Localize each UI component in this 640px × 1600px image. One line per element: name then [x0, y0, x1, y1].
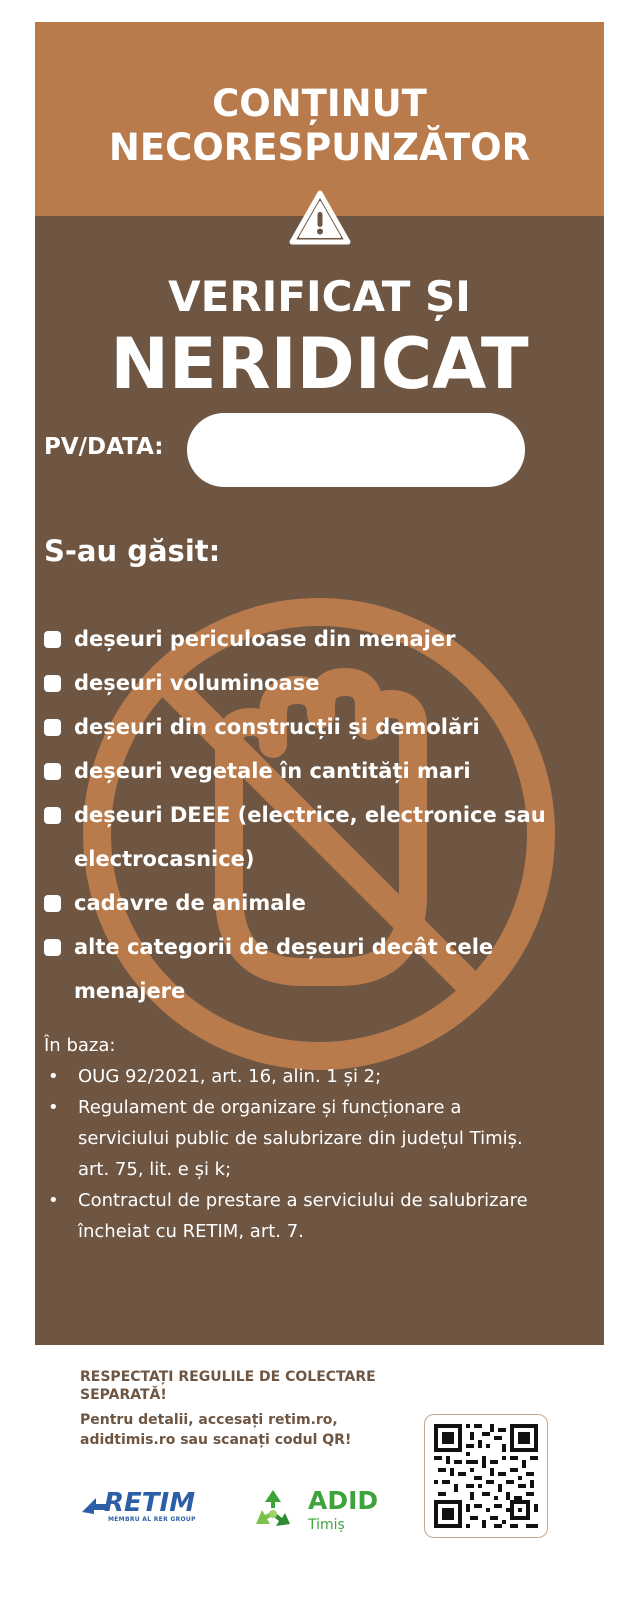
- header-band: [35, 22, 604, 216]
- found-items-list: [44, 617, 554, 1013]
- recycle-icon: [248, 1486, 298, 1536]
- title-line-2: NECORESPUNZĂTOR: [108, 126, 531, 169]
- checkbox[interactable]: [44, 807, 61, 824]
- checklist-item-label: deșeuri periculoase din menajer: [74, 627, 456, 651]
- checklist-item-label: deșeuri DEEE (electrice, electronice sau electrocasnice): [74, 803, 546, 871]
- legal-basis-text: OUG 92/2021, art. 16, alin. 1 și 2;: [78, 1066, 382, 1087]
- qr-code-frame[interactable]: [424, 1414, 548, 1538]
- checkbox[interactable]: [44, 763, 61, 780]
- adid-subtitle: Timiș: [308, 1517, 345, 1533]
- checkbox[interactable]: [44, 719, 61, 736]
- retim-logo[interactable]: [80, 1488, 230, 1530]
- legal-basis: [44, 1030, 544, 1247]
- checkbox[interactable]: [44, 675, 61, 692]
- found-heading: S-au găsit:: [44, 534, 221, 568]
- checklist-item: [44, 617, 554, 661]
- legal-basis-item: [44, 1092, 544, 1185]
- retim-name: RETIM: [104, 1488, 196, 1518]
- checkbox[interactable]: [44, 631, 61, 648]
- checklist-item-label: alte categorii de deșeuri decât cele menajere: [74, 935, 494, 1003]
- title-line-1: CONȚINUT: [212, 82, 427, 125]
- checkbox[interactable]: [44, 939, 61, 956]
- bullet-icon: •: [48, 1190, 59, 1211]
- qr-code: [434, 1424, 538, 1528]
- checklist-item: [44, 661, 554, 705]
- retim-tagline: MEMBRU AL RER GROUP: [108, 1516, 196, 1523]
- bullet-icon: •: [48, 1097, 59, 1118]
- legal-basis-text: Regulament de organizare și funcționare a serviciului public de salubrizare din județul Timiș. art. 75, lit. e și k;: [78, 1097, 523, 1180]
- checklist-item-label: deșeuri vegetale în cantități mari: [74, 759, 471, 783]
- footer-text: Pentru detalii, accesați retim.ro, adidtimis.ro sau scanați codul QR!: [80, 1412, 352, 1448]
- checkbox[interactable]: [44, 895, 61, 912]
- not-collected-heading: NERIDICAT: [110, 323, 529, 405]
- legal-basis-item: [44, 1061, 544, 1092]
- checklist-item: [44, 705, 554, 749]
- checklist-item: [44, 881, 554, 925]
- checklist-item: [44, 749, 554, 793]
- pv-data-field[interactable]: [187, 413, 525, 487]
- verified-heading: VERIFICAT ȘI: [168, 272, 471, 321]
- footer-title: RESPECTAȚI REGULILE DE COLECTARE SEPARATĂ!: [80, 1369, 376, 1403]
- checklist-item: [44, 793, 554, 881]
- pv-data-label: PV/DATA:: [44, 434, 164, 460]
- legal-basis-item: [44, 1185, 544, 1247]
- checklist-item-label: cadavre de animale: [74, 891, 306, 915]
- legal-basis-heading: În baza:: [44, 1035, 116, 1056]
- checklist-item-label: deșeuri voluminoase: [74, 671, 320, 695]
- legal-basis-list: [44, 1061, 544, 1247]
- adid-logo[interactable]: [248, 1486, 398, 1540]
- legal-basis-text: Contractul de prestare a serviciului de salubrizare încheiat cu RETIM, art. 7.: [78, 1190, 528, 1242]
- warning-triangle-icon: [289, 190, 351, 246]
- adid-name: ADID: [308, 1486, 379, 1515]
- checklist-item-label: deșeuri din construcții și demolări: [74, 715, 480, 739]
- bullet-icon: •: [48, 1066, 59, 1087]
- checklist-item: [44, 925, 554, 1013]
- notice-title: [35, 82, 604, 170]
